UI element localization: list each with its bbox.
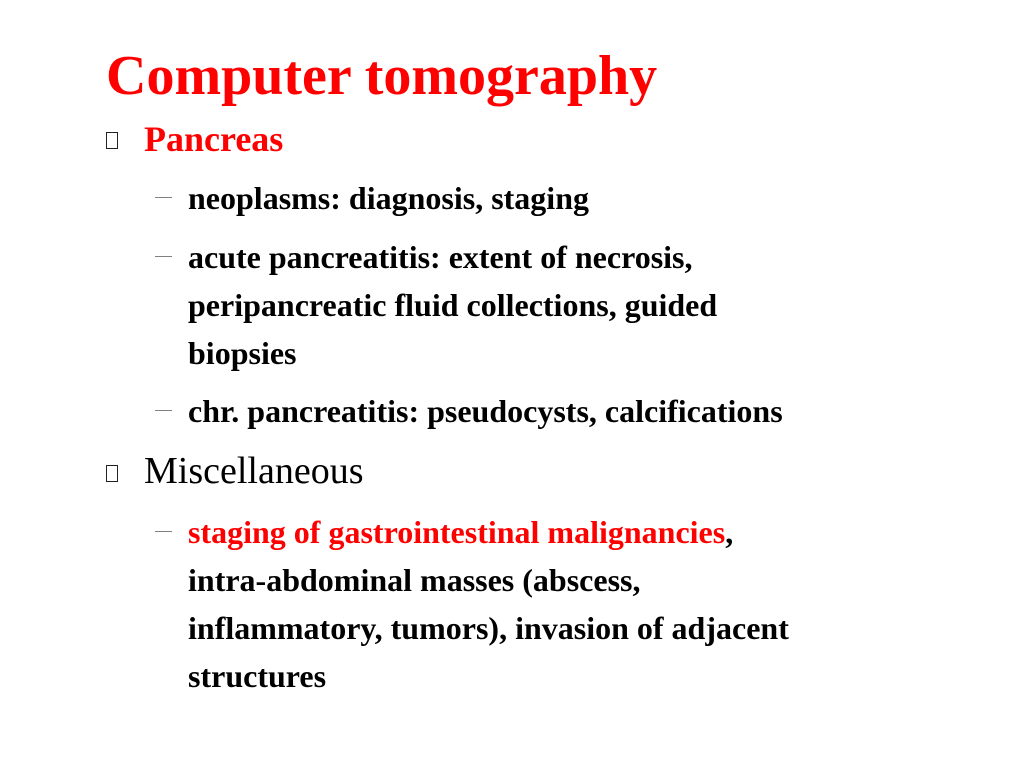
list-item-line: inflammatory, tumors), invasion of adjacent — [188, 610, 789, 646]
square-bullet-icon — [106, 132, 118, 149]
list-item-text — [188, 174, 589, 222]
section-heading: Miscellaneous — [144, 450, 364, 492]
list-item-line: biopsies — [188, 335, 297, 371]
list-item-line: intra-abdominal masses (abscess, — [188, 562, 641, 598]
list-item-line: chr. pancreatitis: pseudocysts, calcifications — [188, 393, 783, 429]
square-bullet-icon — [106, 465, 118, 482]
dash-bullet-icon — [155, 256, 172, 257]
list-item-line: peripancreatic fluid collections, guided — [188, 287, 718, 323]
dash-bullet-icon — [155, 197, 172, 198]
list-item-text — [188, 233, 717, 377]
dash-bullet-icon — [155, 531, 172, 532]
list-item-text — [188, 508, 789, 700]
list-item-line: structures — [188, 658, 327, 694]
list-item-line: acute pancreatitis: extent of necrosis, — [188, 239, 693, 275]
list-item-text — [188, 387, 783, 435]
list-item-line: , — [725, 514, 734, 550]
dash-bullet-icon — [155, 410, 172, 411]
highlight-text: staging of gastrointestinal malignancies — [188, 514, 726, 550]
slide-title: Computer tomography — [106, 45, 658, 107]
section-heading: Pancreas — [144, 119, 284, 159]
list-item-line: neoplasms: diagnosis, staging — [188, 180, 589, 216]
